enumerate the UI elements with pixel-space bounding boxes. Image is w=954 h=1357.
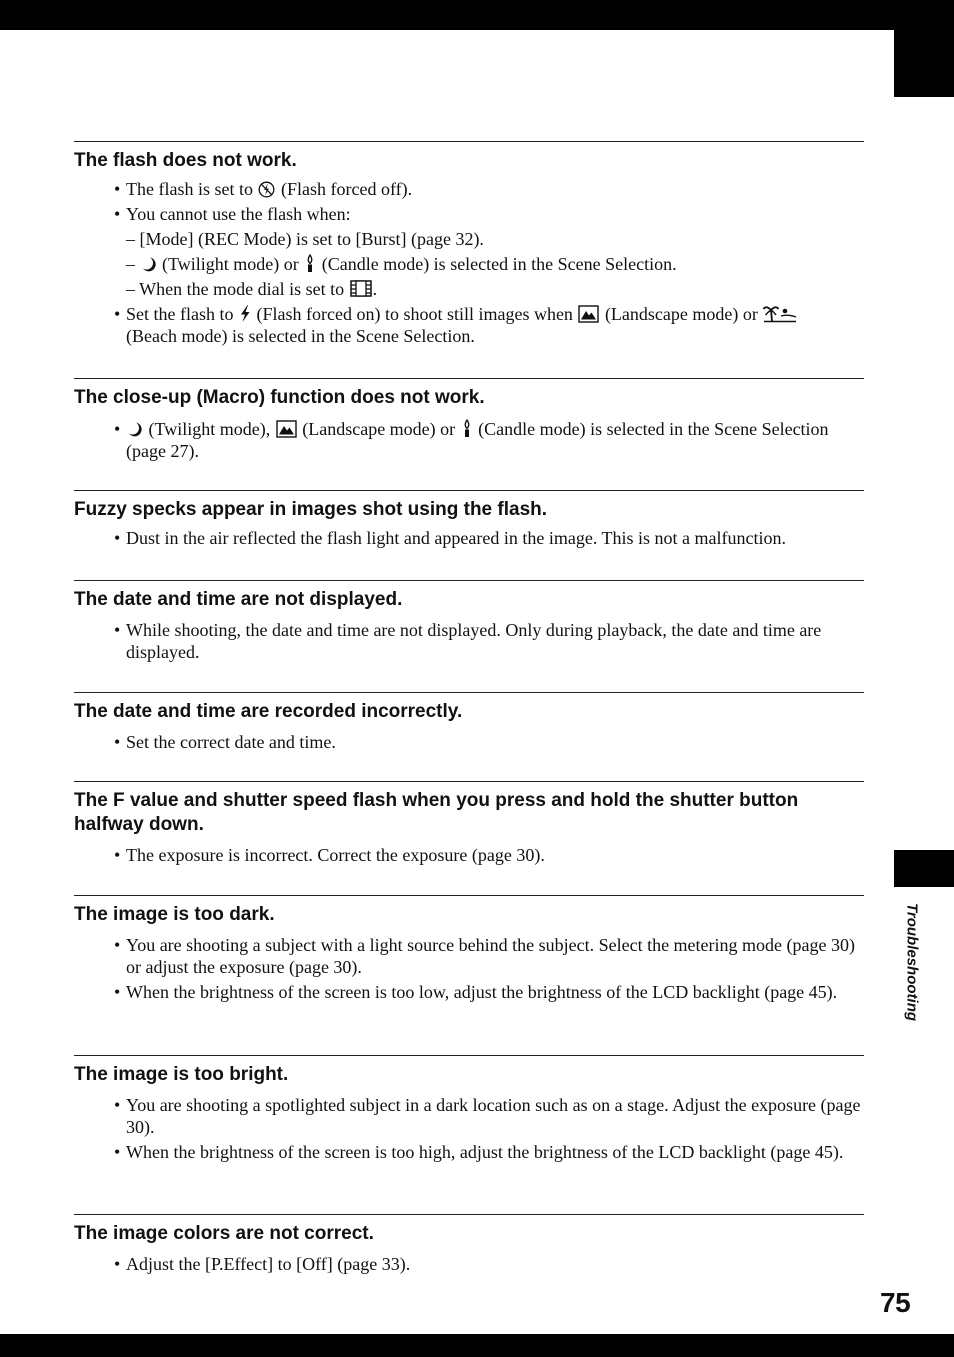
bullet-list: [74, 178, 864, 347]
list-item: • (Twilight mode), (Landscape mode) or (Candle mode) is selected in the Scene Selection (page 27).: [74, 418, 864, 462]
sub-item: – [Mode] (REC Mode) is set to [Burst] (page 32).: [126, 229, 484, 249]
section-date-not-displayed: [74, 580, 864, 666]
corner-black-tab: [894, 30, 954, 97]
section-title: The close-up (Macro) function does not work.: [74, 387, 485, 408]
section-macro-not-work: [74, 378, 864, 465]
bullet-list: [74, 619, 864, 663]
section-title: The date and time are not displayed.: [74, 589, 403, 610]
section-title: The date and time are recorded incorrectly.: [74, 701, 463, 722]
landscape-mode-icon: [276, 420, 297, 438]
side-black-tab: [894, 850, 954, 887]
section-title: The image colors are not correct.: [74, 1223, 374, 1244]
section-title: The image is too dark.: [74, 904, 275, 925]
bullet-list: [74, 1094, 864, 1163]
bullet-list: [74, 934, 864, 1003]
section-f-value-flash: [74, 781, 864, 869]
list-item: • The flash is set to (Flash forced off).: [74, 178, 864, 200]
list-item: • When the brightness of the screen is too high, adjust the brightness of the LCD backlight (page 45).: [74, 1141, 864, 1163]
section-title: The F value and shutter speed flash when you press and hold the shutter button halfway down.: [74, 790, 799, 835]
section-title: The image is too bright.: [74, 1064, 289, 1085]
section-title: Fuzzy specks appear in images shot using the flash.: [74, 499, 548, 520]
flash-forced-on-icon: [239, 304, 251, 323]
side-tab-label: Troubleshooting: [903, 902, 921, 1022]
list-item: • Set the correct date and time.: [74, 731, 864, 753]
section-image-too-dark: [74, 895, 864, 1006]
sub-item: – (Twilight mode) or (Candle mode) is selected in the Scene Selection.: [126, 254, 677, 274]
top-black-bar: [0, 0, 954, 30]
list-item: • Dust in the air reflected the flash light and appeared in the image. This is not a malfunction.: [74, 527, 864, 549]
section-colors-not-correct: [74, 1214, 864, 1278]
bullet-list: [74, 1253, 864, 1275]
page-number: 75: [880, 1287, 911, 1318]
candle-mode-icon: [304, 254, 316, 273]
bullet-list: [74, 418, 864, 462]
bullet-list: [74, 844, 864, 866]
section-title: The flash does not work.: [74, 150, 297, 171]
list-item: • You cannot use the flash when:: [74, 203, 864, 225]
candle-mode-icon: [461, 419, 473, 438]
beach-mode-icon: [763, 304, 797, 323]
section-date-incorrect: [74, 692, 864, 756]
list-item: • Adjust the [P.Effect] to [Off] (page 33).: [74, 1253, 864, 1275]
section-flash-not-work: [74, 141, 864, 350]
section-fuzzy-specks: [74, 490, 864, 552]
list-item: • The exposure is incorrect. Correct the exposure (page 30).: [74, 844, 864, 866]
bullet-list: [74, 527, 864, 549]
bullet-list: [74, 731, 864, 753]
twilight-mode-icon: [141, 256, 157, 273]
flash-off-icon: [258, 181, 275, 198]
twilight-mode-icon: [127, 421, 143, 438]
sub-item: – When the mode dial is set to .: [126, 279, 378, 299]
list-item: • When the brightness of the screen is too low, adjust the brightness of the LCD backlight (page 45).: [74, 981, 864, 1003]
list-item: • While shooting, the date and time are not displayed. Only during playback, the date and time are displayed.: [74, 619, 864, 663]
section-image-too-bright: [74, 1055, 864, 1166]
movie-mode-icon: [350, 279, 372, 298]
landscape-mode-icon: [578, 305, 599, 323]
list-item: • You are shooting a subject with a light source behind the subject. Select the metering mode (page 30) or adjust the exposure (page 30).: [74, 934, 864, 978]
list-item: • You are shooting a spotlighted subject in a dark location such as on a stage. Adjust the exposure (page 30).: [74, 1094, 864, 1138]
bottom-black-bar: [0, 1334, 954, 1357]
list-item: • Set the flash to (Flash forced on) to shoot still images when (Landscape mode) or (Beach mode) is selected in the Scene Selection.: [74, 303, 864, 347]
